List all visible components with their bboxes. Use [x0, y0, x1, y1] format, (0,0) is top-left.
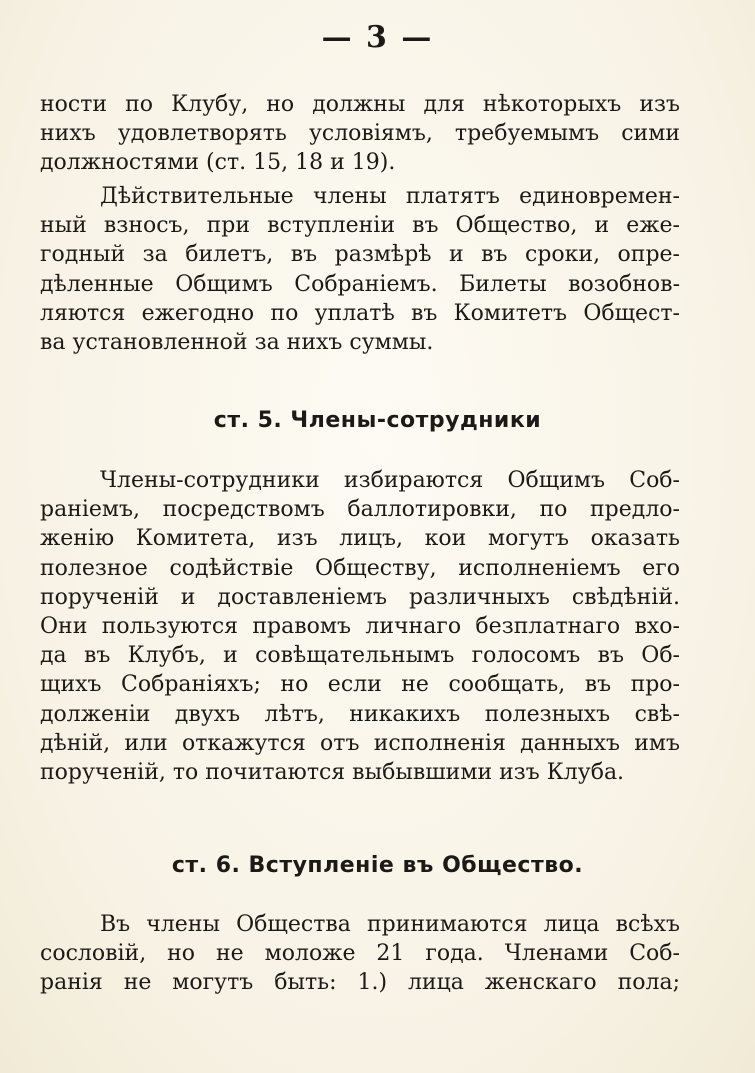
text-line: нихъ удовлетворять условіямъ, требуемымъ сими [40, 121, 680, 147]
text-line: дѣній, или откажутся отъ исполненія данныхъ имъ [40, 730, 680, 756]
text-line: долженіи двухъ лѣтъ, никакихъ полезныхъ свѣ- [40, 701, 680, 727]
text-line: ва установленной за нихъ суммы. [40, 330, 434, 356]
text-line: ности по Клубу, но должны для нѣкоторыхъ изъ [40, 92, 680, 117]
text-line: порученій и доставленіемъ различныхъ свѣдѣній. [40, 584, 680, 610]
section-5-heading: ст. 5. Члены-сотрудники [213, 408, 542, 433]
text-line: да въ Клубъ, и совѣщательнымъ голосомъ въ Об- [40, 643, 680, 669]
text-line: Въ члены Общества принимаются лица всѣхъ [100, 912, 680, 937]
text-line: полезное содѣйствіе Обществу, исполненіемъ его [40, 555, 680, 581]
text-line: ранія не могутъ быть: 1.) лица женскаго пола; [40, 970, 680, 996]
text-line: годный за билетъ, въ размѣрѣ и въ сроки, опре- [40, 242, 680, 268]
text-line: сословій, но не моложе 21 года. Членами Соб- [40, 941, 680, 967]
page-number: — 3 — [321, 20, 434, 55]
text-line: Дѣйствительные члены платятъ единовремен- [100, 184, 680, 209]
paragraph-2 [40, 182, 680, 357]
text-line: дѣленные Общимъ Собраніемъ. Билеты возобнов- [40, 271, 680, 297]
section-6-body [40, 910, 680, 998]
paragraph-1 [40, 90, 680, 178]
section-6-heading: ст. 6. Вступленіе въ Общество. [171, 853, 584, 878]
text-line: ляются ежегодно по уплатѣ въ Комитетъ Общест- [40, 300, 680, 326]
text-line: порученій, то почитаются выбывшими изъ Клуба. [40, 760, 625, 786]
section-5-body [40, 466, 680, 787]
text-line: женію Комитета, изъ лицъ, кои могутъ оказать [40, 526, 680, 552]
text-line: Они пользуются правомъ личнаго безплатнаго вхо- [40, 614, 680, 640]
text-line: Члены-сотрудники избираются Общимъ Соб- [100, 468, 680, 493]
text-line: раніемъ, посредствомъ баллотировки, по предло- [40, 497, 680, 523]
text-line: ный взносъ, при вступленіи въ Общество, и еже- [40, 213, 680, 239]
text-line: должностями (ст. 15, 18 и 19). [40, 150, 396, 176]
text-line: щихъ Собраніяхъ; но если не сообщать, въ про- [40, 672, 680, 698]
